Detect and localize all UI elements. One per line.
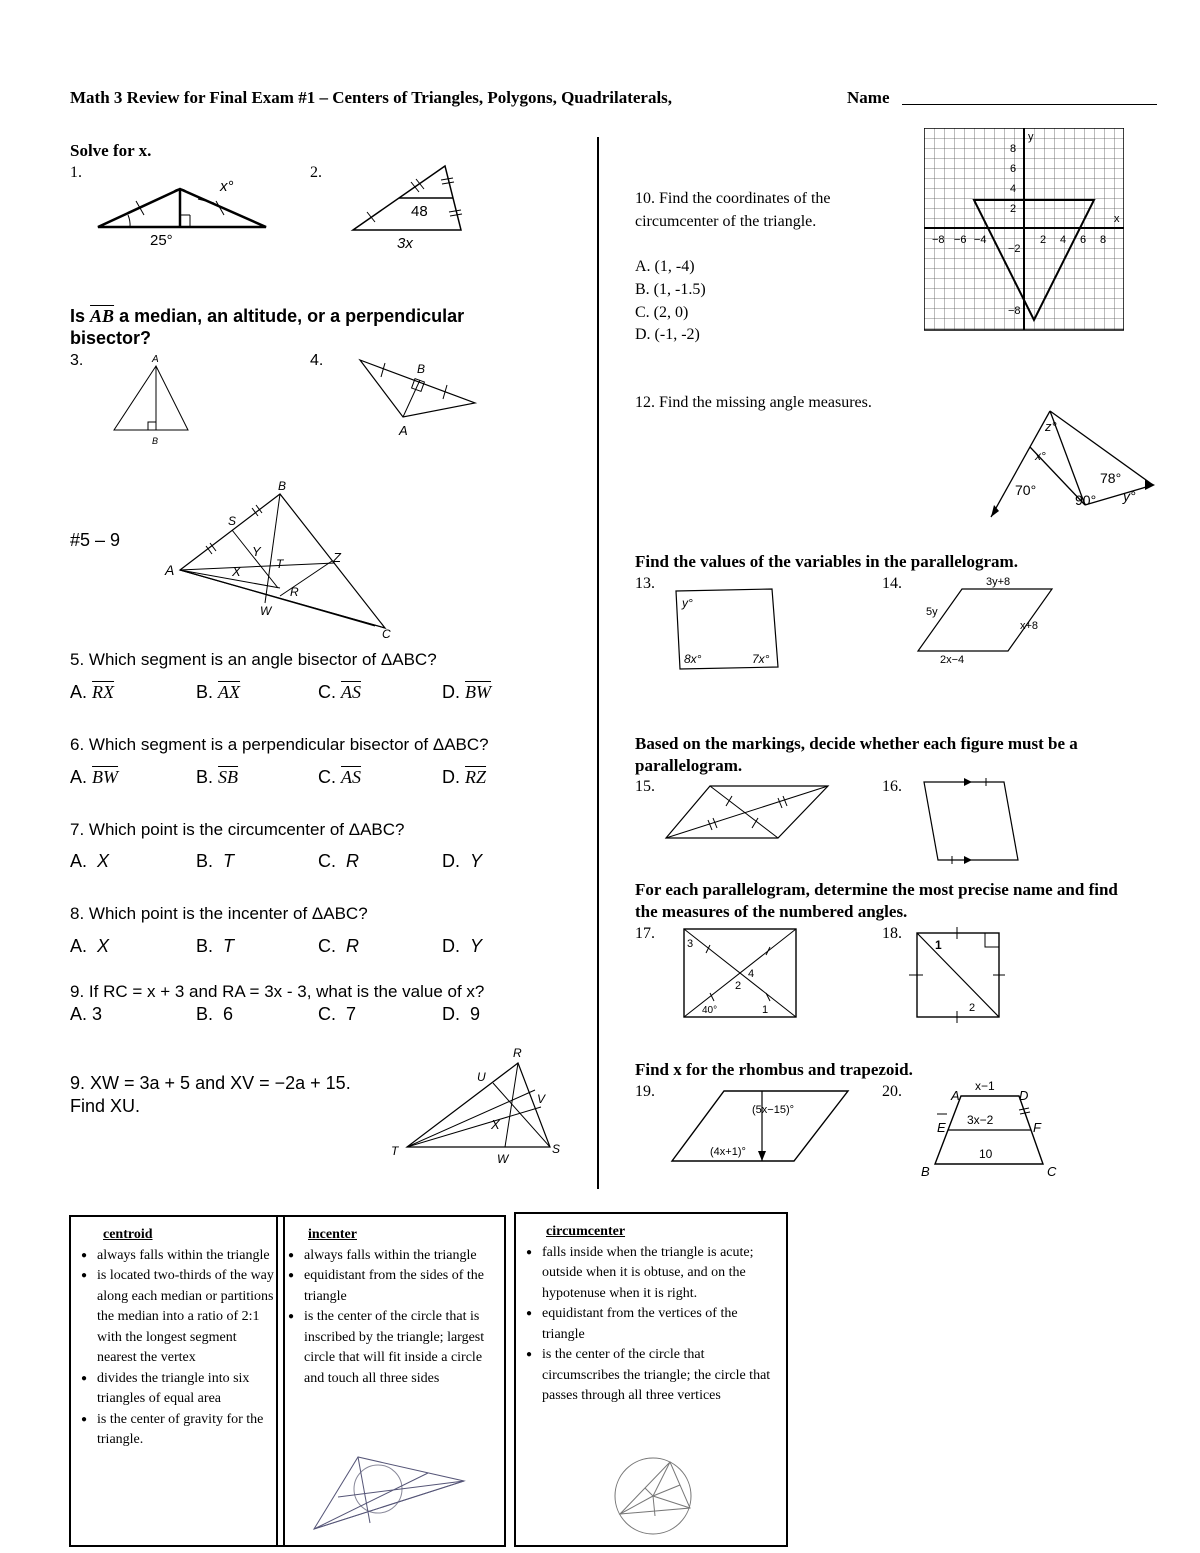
q12-figure [985, 405, 1160, 525]
fig-s: S [228, 514, 237, 528]
grid-yt-4: −2 [1008, 243, 1021, 255]
markings-heading: Based on the markings, decide whether each figure must be a parallelogram. [635, 734, 1078, 775]
q10-coordinate-grid [924, 128, 1124, 333]
grid-y-label: y [1028, 131, 1034, 143]
centroid-item: ● always falls within the triangle [81, 1246, 277, 1267]
q17-n40: 40° [702, 1005, 718, 1016]
centroid-item: ● divides the triangle into six triangles of equal area [81, 1369, 277, 1410]
circumcenter-diagram [608, 1454, 698, 1538]
incenter-title: incenter [308, 1227, 357, 1242]
circumcenter-item: ● is the center of the circle that circumscribes the triangle; the circle that passes through all three vertices [526, 1345, 780, 1407]
q9b-r: R [513, 1046, 522, 1060]
q20-c: C [1047, 1164, 1057, 1179]
q20-number: 20. [882, 1083, 902, 1100]
q20-e: E [937, 1120, 946, 1135]
incenter-item: ● equidistant from the sides of the triangle [288, 1266, 498, 1307]
grid-xt-4: 4 [1060, 234, 1067, 246]
q20-b: B [921, 1164, 930, 1179]
q10-line1: 10. Find the coordinates of the [635, 190, 831, 207]
q4-label-a: A [399, 423, 408, 438]
q18-figure [905, 925, 1010, 1025]
q10-choice-d[interactable]: D. (-1, -2) [635, 326, 700, 343]
grid-xt-3: 2 [1040, 234, 1047, 246]
q3-label-a: A [152, 354, 159, 365]
q10-line2: circumcenter of the triangle. [635, 213, 817, 230]
grid-x-label: x [1114, 213, 1120, 225]
q5-choice-d[interactable]: D. $\overline{BW}$ [442, 682, 492, 702]
q13-number: 13. [635, 575, 655, 592]
q3-number: 3. [70, 352, 84, 369]
fig-r: R [290, 585, 299, 599]
fig-a: A [165, 562, 175, 578]
grid-yt-3: 2 [1010, 203, 1017, 215]
q1-number: 1. [70, 164, 82, 181]
q12-text: 12. Find the missing angle measures. [635, 394, 872, 411]
q6-choice-a[interactable]: A. $\overline{BW}$ [70, 767, 119, 787]
q12-z: z° [1045, 419, 1057, 434]
q19-figure [668, 1085, 853, 1165]
q14-left: 5y [926, 606, 938, 618]
q10-choice-c[interactable]: C. (2, 0) [635, 304, 689, 321]
q5-text: 5. Which segment is an angle bisector of ΔABC? [70, 650, 437, 669]
fig-b: B [278, 479, 287, 493]
q13-figure [670, 585, 790, 675]
q8-choice-b[interactable]: B. T [196, 936, 235, 956]
page-title: Math 3 Review for Final Exam #1 – Centers of Triangles, Polygons, Quadrilaterals, [70, 88, 673, 107]
grid-xt-6: 8 [1100, 234, 1107, 246]
q18-n2: 2 [969, 1002, 976, 1014]
incenter-item: ● always falls within the triangle [288, 1246, 498, 1267]
q18-n1: 1 [935, 938, 942, 952]
q20-d: D [1019, 1088, 1029, 1103]
q20-f: F [1033, 1120, 1041, 1135]
incenter-diagram [308, 1453, 468, 1535]
q19-number: 19. [635, 1083, 655, 1100]
q16-figure [920, 778, 1025, 866]
ab-question: Is $\overline{AB}$ a median, an altitude, or a perpendicular bisector? [70, 306, 465, 348]
precise-heading: For each parallelogram, determine the most precise name and find the measures of the numbered angles. [635, 880, 1118, 921]
q13-8x: 8x° [684, 652, 702, 666]
q10-choice-a[interactable]: A. (1, -4) [635, 258, 695, 275]
q7-choice-c[interactable]: C. R [318, 851, 360, 871]
q7-text: 7. Which point is the circumcenter of ΔABC? [70, 820, 405, 839]
q19-top: (5x−15)° [752, 1104, 795, 1116]
q9b-figure [385, 1045, 565, 1170]
centroid-title: centroid [103, 1227, 153, 1242]
q4-figure [355, 355, 485, 440]
q20-top: x−1 [975, 1080, 995, 1093]
grid-yt-2: 4 [1010, 183, 1017, 195]
q14-bottom: 2x−4 [940, 654, 965, 666]
q4-number: 4. [310, 352, 324, 369]
grid-xt-1: −6 [954, 234, 967, 246]
grid-yt-0: 8 [1010, 143, 1017, 155]
q9b-u: U [477, 1070, 486, 1084]
centroid-item: ● is the center of gravity for the triangle. [81, 1410, 277, 1451]
fig-z: Z [333, 550, 341, 565]
q6-choice-c[interactable]: C. $\overline{AS}$ [318, 767, 362, 787]
q17-n2: 2 [735, 980, 742, 992]
parallelogram-heading: Find the values of the variables in the parallelogram. [635, 552, 1018, 571]
q9a-choice-a[interactable]: A. 3 [70, 1004, 103, 1024]
q9b-line2: Find XU. [70, 1096, 141, 1116]
grid-xt-0: −8 [932, 234, 945, 246]
q9b-x: X [491, 1117, 500, 1132]
q15-number: 15. [635, 778, 655, 795]
grid-xt-2: −4 [974, 234, 987, 246]
q20-a: A [951, 1088, 960, 1103]
q3-figure [108, 352, 198, 447]
q14-right: x+8 [1020, 620, 1039, 632]
q7-choice-a[interactable]: A. X [70, 851, 110, 871]
q9b-s: S [552, 1142, 561, 1156]
q17-figure [680, 925, 800, 1021]
q12-78: 78° [1100, 470, 1122, 486]
q1-angle-25: 25° [150, 232, 173, 249]
q18-number: 18. [882, 925, 902, 942]
circumcenter-item: ● falls inside when the triangle is acute; outside when it is obtuse, and on the hypotenuse when it is right. [526, 1243, 780, 1305]
q17-n1: 1 [762, 1004, 769, 1016]
q13-y: y° [682, 596, 693, 610]
q1-angle-x: x° [220, 178, 234, 195]
q3-label-b: B [152, 436, 159, 446]
q20-mid: 3x−2 [967, 1113, 994, 1127]
q9a-choice-c[interactable]: C. 7 [318, 1004, 357, 1024]
q6-choice-d[interactable]: D. $\overline{RZ}$ [442, 767, 487, 787]
rhombus-heading: Find x for the rhombus and trapezoid. [635, 1060, 913, 1079]
fig-y: Y [252, 544, 261, 559]
q10-choice-b[interactable]: B. (1, -1.5) [635, 281, 706, 298]
fig-c: C [382, 627, 391, 641]
q15-figure [660, 780, 835, 845]
q5-9-figure [160, 478, 400, 643]
q2-label-3x: 3x [397, 235, 413, 252]
q2-figure [345, 160, 470, 255]
q5-choice-b[interactable]: B. $\overline{AX}$ [196, 682, 241, 702]
q9b-t: T [391, 1144, 399, 1158]
q17-n4: 4 [748, 968, 755, 980]
q9a-choice-b[interactable]: B. 6 [196, 1004, 234, 1024]
q13-7x: 7x° [752, 652, 770, 666]
q2-label-48: 48 [411, 203, 428, 220]
q16-number: 16. [882, 778, 902, 795]
q17-n3: 3 [687, 938, 694, 950]
incenter-item: ● is the center of the circle that is inscribed by the triangle; largest circle that will fit inside a circle and touch all three sides [288, 1307, 498, 1389]
q2-number: 2. [310, 164, 322, 181]
centroid-box [69, 1215, 285, 1547]
q9b-w: W [497, 1152, 509, 1166]
circumcenter-box [514, 1212, 788, 1547]
name-label: Name [847, 88, 890, 107]
q8-text: 8. Which point is the incenter of ΔABC? [70, 904, 368, 923]
fig-x: X [232, 564, 241, 579]
circumcenter-item: ● equidistant from the vertices of the triangle [526, 1304, 780, 1345]
q5-choice-c[interactable]: C. $\overline{AS}$ [318, 682, 362, 702]
q20-figure [915, 1080, 1065, 1180]
q12-x: x° [1035, 449, 1046, 463]
solve-for-x-heading: Solve for x. [70, 141, 152, 160]
q17-number: 17. [635, 925, 655, 942]
incenter-box [276, 1215, 506, 1547]
column-divider [597, 137, 599, 1189]
q1-figure [90, 175, 275, 250]
q5-choice-a[interactable]: A. $\overline{RX}$ [70, 682, 115, 702]
q9b-line1: 9. XW = 3a + 5 and XV = −2a + 15. [70, 1073, 351, 1093]
q20-bottom: 10 [979, 1147, 993, 1161]
grid-xt-5: 6 [1080, 234, 1087, 246]
grid-yt-1: 6 [1010, 163, 1017, 175]
grid-yt-5: −8 [1008, 305, 1021, 317]
q14-figure [912, 575, 1082, 670]
q8-choice-c[interactable]: C. R [318, 936, 360, 956]
q9a-text: 9. If RC = x + 3 and RA = 3x - 3, what is the value of x? [70, 982, 485, 1001]
q19-bottom: (4x+1)° [710, 1146, 746, 1158]
q14-top: 3y+8 [986, 576, 1011, 588]
q8-choice-d[interactable]: D. Y [442, 936, 483, 956]
q7-choice-d[interactable]: D. Y [442, 851, 483, 871]
q12-90: 90° [1075, 492, 1097, 508]
q12-70: 70° [1015, 482, 1037, 498]
q8-choice-a[interactable]: A. X [70, 936, 110, 956]
q14-number: 14. [882, 575, 902, 592]
fig-t: T [276, 557, 284, 571]
q12-y: y° [1123, 488, 1136, 504]
q9b-v: V [537, 1092, 546, 1106]
q6-text: 6. Which segment is a perpendicular bisector of ΔABC? [70, 735, 489, 754]
circumcenter-title: circumcenter [546, 1224, 626, 1239]
centroid-item: ● is located two-thirds of the way along each median or partitions the median into a ratio of 2:1 with the longest segment nearest the vertex [81, 1266, 277, 1369]
q9a-choice-d[interactable]: D. 9 [442, 1004, 481, 1024]
fig-w: W [260, 604, 272, 618]
q4-label-b: B [417, 362, 426, 376]
q7-choice-b[interactable]: B. T [196, 851, 235, 871]
q6-choice-b[interactable]: B. $\overline{SB}$ [196, 767, 239, 787]
q5-9-label: #5 – 9 [70, 530, 121, 550]
name-field[interactable] [902, 104, 1157, 105]
